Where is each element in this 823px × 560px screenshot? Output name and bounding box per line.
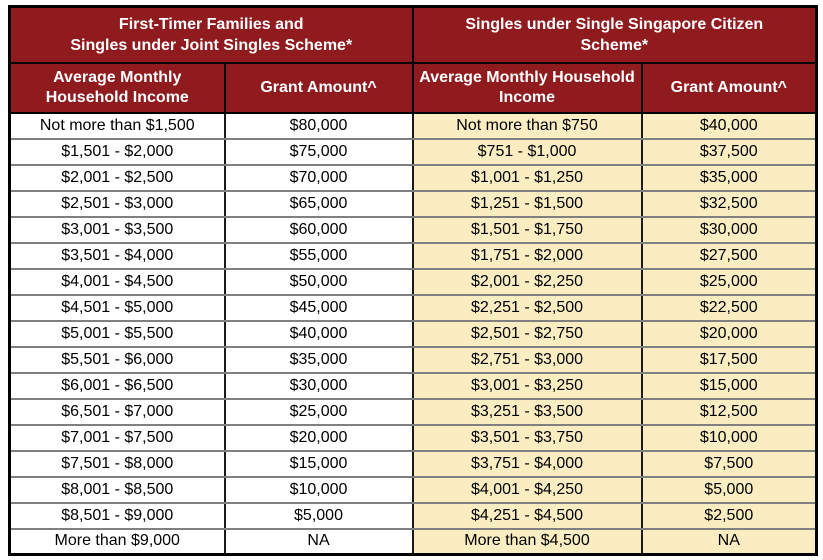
- left-grant-cell: $65,000: [225, 191, 413, 217]
- table-row: [10, 373, 817, 399]
- left-income-cell: $8,501 - $9,000: [10, 503, 225, 529]
- table-row: [10, 451, 817, 477]
- left-income-cell: $8,001 - $8,500: [10, 477, 225, 503]
- right-grant-cell: $15,000: [642, 373, 817, 399]
- right-income-cell: $1,001 - $1,250: [413, 165, 642, 191]
- right-grant-cell: $25,000: [642, 269, 817, 295]
- table-row: [10, 269, 817, 295]
- table-row: [10, 399, 817, 425]
- table-row: [10, 217, 817, 243]
- left-income-cell: $5,001 - $5,500: [10, 321, 225, 347]
- table-row: [10, 139, 817, 165]
- left-grant-cell: NA: [225, 529, 413, 555]
- left-grant-cell: $40,000: [225, 321, 413, 347]
- left-section-title-line-2: Singles under Joint Singles Scheme*: [70, 36, 353, 54]
- right-grant-cell: $37,500: [642, 139, 817, 165]
- left-grant-cell: $5,000: [225, 503, 413, 529]
- right-grant-cell: $27,500: [642, 243, 817, 269]
- grant-table: [8, 5, 818, 556]
- right-grant-cell: $35,000: [642, 165, 817, 191]
- table-row: [10, 165, 817, 191]
- right-income-cell: $3,001 - $3,250: [413, 373, 642, 399]
- right-income-cell: $1,501 - $1,750: [413, 217, 642, 243]
- right-income-cell: $2,501 - $2,750: [413, 321, 642, 347]
- table-row: [10, 347, 817, 373]
- right-grant-column-header: Grant Amount^: [642, 63, 817, 113]
- left-income-cell: $3,001 - $3,500: [10, 217, 225, 243]
- left-grant-cell: $35,000: [225, 347, 413, 373]
- left-income-cell: $5,501 - $6,000: [10, 347, 225, 373]
- left-grant-cell: $55,000: [225, 243, 413, 269]
- right-grant-cell: $30,000: [642, 217, 817, 243]
- table-row: [10, 529, 817, 555]
- table-row: [10, 295, 817, 321]
- table-row: [10, 113, 817, 139]
- table-row: [10, 477, 817, 503]
- table-body: [10, 113, 817, 555]
- left-grant-cell: $50,000: [225, 269, 413, 295]
- right-income-cell: $3,501 - $3,750: [413, 425, 642, 451]
- table-row: [10, 321, 817, 347]
- right-section-title: [413, 7, 817, 63]
- right-section-title-line-1: Singles under Single Singapore Citizen: [465, 15, 764, 33]
- right-income-column-header: Average Monthly Household Income: [413, 63, 642, 113]
- right-grant-cell: $17,500: [642, 347, 817, 373]
- left-income-column-header: Average Monthly Household Income: [10, 63, 225, 113]
- left-grant-cell: $10,000: [225, 477, 413, 503]
- right-income-cell: Not more than $750: [413, 113, 642, 139]
- right-income-cell: $1,251 - $1,500: [413, 191, 642, 217]
- left-grant-cell: $70,000: [225, 165, 413, 191]
- left-income-cell: $1,501 - $2,000: [10, 139, 225, 165]
- left-income-cell: Not more than $1,500: [10, 113, 225, 139]
- right-income-cell: More than $4,500: [413, 529, 642, 555]
- left-grant-cell: $80,000: [225, 113, 413, 139]
- right-income-cell: $751 - $1,000: [413, 139, 642, 165]
- left-income-cell: $4,001 - $4,500: [10, 269, 225, 295]
- left-income-cell: More than $9,000: [10, 529, 225, 555]
- right-grant-cell: $10,000: [642, 425, 817, 451]
- left-section-title-line-1: First-Timer Families and: [118, 15, 304, 33]
- right-income-cell: $4,251 - $4,500: [413, 503, 642, 529]
- left-grant-cell: $45,000: [225, 295, 413, 321]
- left-grant-cell: $60,000: [225, 217, 413, 243]
- left-grant-cell: $15,000: [225, 451, 413, 477]
- left-grant-cell: $30,000: [225, 373, 413, 399]
- right-income-cell: $2,251 - $2,500: [413, 295, 642, 321]
- left-income-cell: $7,001 - $7,500: [10, 425, 225, 451]
- left-income-cell: $3,501 - $4,000: [10, 243, 225, 269]
- table-row: [10, 503, 817, 529]
- left-income-cell: $6,501 - $7,000: [10, 399, 225, 425]
- left-income-cell: $2,001 - $2,500: [10, 165, 225, 191]
- right-grant-cell: NA: [642, 529, 817, 555]
- right-income-cell: $3,251 - $3,500: [413, 399, 642, 425]
- right-grant-cell: $20,000: [642, 321, 817, 347]
- right-grant-cell: $40,000: [642, 113, 817, 139]
- left-income-cell: $4,501 - $5,000: [10, 295, 225, 321]
- left-grant-column-header: Grant Amount^: [225, 63, 413, 113]
- left-grant-cell: $20,000: [225, 425, 413, 451]
- right-grant-cell: $22,500: [642, 295, 817, 321]
- right-income-cell: $4,001 - $4,250: [413, 477, 642, 503]
- right-grant-cell: $5,000: [642, 477, 817, 503]
- right-grant-cell: $2,500: [642, 503, 817, 529]
- table-row: [10, 243, 817, 269]
- left-income-cell: $6,001 - $6,500: [10, 373, 225, 399]
- column-header-row: [10, 63, 817, 113]
- left-income-cell: $7,501 - $8,000: [10, 451, 225, 477]
- section-title-row: [10, 7, 817, 63]
- right-income-cell: $2,001 - $2,250: [413, 269, 642, 295]
- right-income-cell: $2,751 - $3,000: [413, 347, 642, 373]
- right-income-cell: $3,751 - $4,000: [413, 451, 642, 477]
- table-row: [10, 191, 817, 217]
- right-grant-cell: $12,500: [642, 399, 817, 425]
- right-income-cell: $1,751 - $2,000: [413, 243, 642, 269]
- table-row: [10, 425, 817, 451]
- right-grant-cell: $32,500: [642, 191, 817, 217]
- left-income-cell: $2,501 - $3,000: [10, 191, 225, 217]
- left-grant-cell: $75,000: [225, 139, 413, 165]
- right-section-title-line-2: Scheme*: [580, 36, 649, 54]
- right-grant-cell: $7,500: [642, 451, 817, 477]
- left-grant-cell: $25,000: [225, 399, 413, 425]
- left-section-title: [10, 7, 413, 63]
